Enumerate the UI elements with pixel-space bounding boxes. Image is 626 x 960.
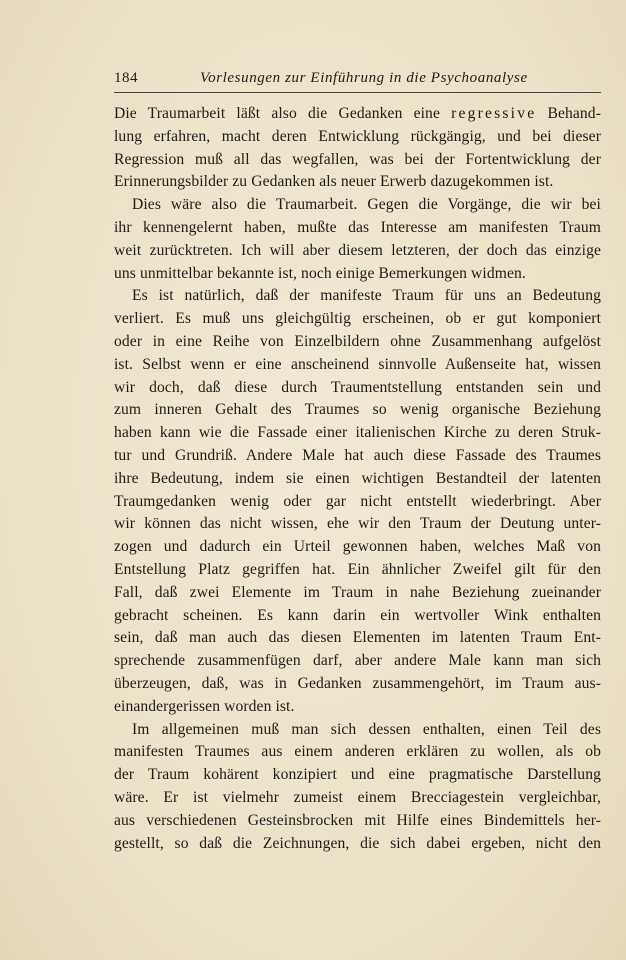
paragraph — [114, 719, 601, 856]
text-line: sprechende zusammenfügen darf, aber andere Male kann man sich — [114, 652, 601, 670]
text-line: verliert. Es muß uns gleichgültig erscheinen, ob er gut komponiert — [114, 310, 601, 328]
body-text — [114, 103, 601, 855]
text-line: ist. Selbst wenn er eine anscheinend sinnvolle Außenseite hat, wissen — [114, 355, 601, 373]
text-line: der Traum kohärent konzipiert und eine pragmatische Darstellung — [114, 766, 601, 784]
text-line: wäre. Er ist vielmehr zumeist einem Brecciagestein vergleichbar, — [114, 788, 601, 806]
page-number: 184 — [114, 70, 138, 86]
text-line: Dies wäre also die Traumarbeit. Gegen die Vorgänge, die wir bei — [132, 196, 601, 214]
text-line: aus verschiedenen Gesteinsbrocken mit Hilfe eines Bindemittels her- — [114, 811, 601, 829]
text-line: uns unmittelbar bekannte ist, noch einige Bemerkungen widmen. — [114, 264, 526, 282]
spaced-emphasis: regressive — [451, 105, 537, 122]
text-line: Es ist natürlich, daß der manifeste Traum für uns an Bedeutung — [132, 287, 601, 305]
text-run: Behand- — [536, 105, 601, 122]
text-line: wir doch, daß diese durch Traumentstellung entstanden sein und — [114, 378, 601, 396]
text-line: sein, daß man auch das diesen Elementen im latenten Traum Ent- — [114, 629, 601, 647]
text-line: zum inneren Gehalt des Traumes so wenig organische Beziehung — [114, 401, 601, 419]
paragraph — [114, 194, 601, 285]
text-line: ihre Bedeutung, indem sie einen wichtigen Bestandteil der latenten — [114, 469, 601, 487]
text-line: gestellt, so daß die Zeichnungen, die sich dabei ergeben, nicht den — [114, 834, 601, 852]
text-line: oder in eine Reihe von Einzelbildern ohne Zusammenhang aufgelöst — [114, 332, 601, 350]
text-line — [114, 103, 601, 126]
text-line: haben kann wie die Fassade einer italienischen Kirche zu deren Struk- — [114, 424, 601, 442]
text-line: überzeugen, daß, was in Gedanken zusammengehört, im Traum aus- — [114, 674, 601, 692]
header-rule — [114, 92, 601, 93]
text-line: gebracht scheinen. Es kann darin ein wertvoller Wink enthalten — [114, 606, 601, 624]
text-line: tur und Grundriß. Andere Male hat auch diese Fassade des Traumes — [114, 446, 601, 464]
text-line: Fall, daß zwei Elemente im Traum in nahe Beziehung zueinander — [114, 583, 601, 601]
paragraph — [114, 103, 601, 194]
text-line: wir können das nicht wissen, ehe wir den Traum der Deutung unter- — [114, 515, 601, 533]
text-line: Erinnerungsbilder zu Gedanken als neuer Erwerb dazugekommen ist. — [114, 173, 554, 191]
text-line: Traumgedanken wenig oder gar nicht entstellt wiederbringt. Aber — [114, 492, 601, 510]
text-line: zogen und dadurch ein Urteil gewonnen haben, welches Maß von — [114, 538, 601, 556]
text-line: lung erfahren, macht deren Entwicklung rückgängig, und bei dieser — [114, 127, 601, 145]
running-head — [114, 70, 532, 92]
running-title: Vorlesungen zur Einführung in die Psychoanalyse — [200, 70, 528, 86]
text-line: Im allgemeinen muß man sich dessen enthalten, einen Teil des — [132, 720, 601, 738]
text-run: Die Traumarbeit läßt also die Gedanken eine — [114, 105, 452, 122]
text-line: einandergerissen worden ist. — [114, 697, 295, 715]
text-line: ihr kennengelernt haben, mußte das Interesse am manifesten Traum — [114, 218, 601, 236]
text-line: Entstellung Platz gegriffen hat. Ein ähnlicher Zweifel gilt für den — [114, 560, 601, 578]
text-line: manifesten Traumes aus einem anderen erklären zu wollen, als ob — [114, 743, 601, 761]
text-line: weit zurücktreten. Ich will aber diesem letzteren, der doch das einzige — [114, 241, 601, 259]
text-line: Regression muß all das wegfallen, was bei der Fortentwicklung der — [114, 150, 601, 168]
paragraph — [114, 285, 601, 718]
